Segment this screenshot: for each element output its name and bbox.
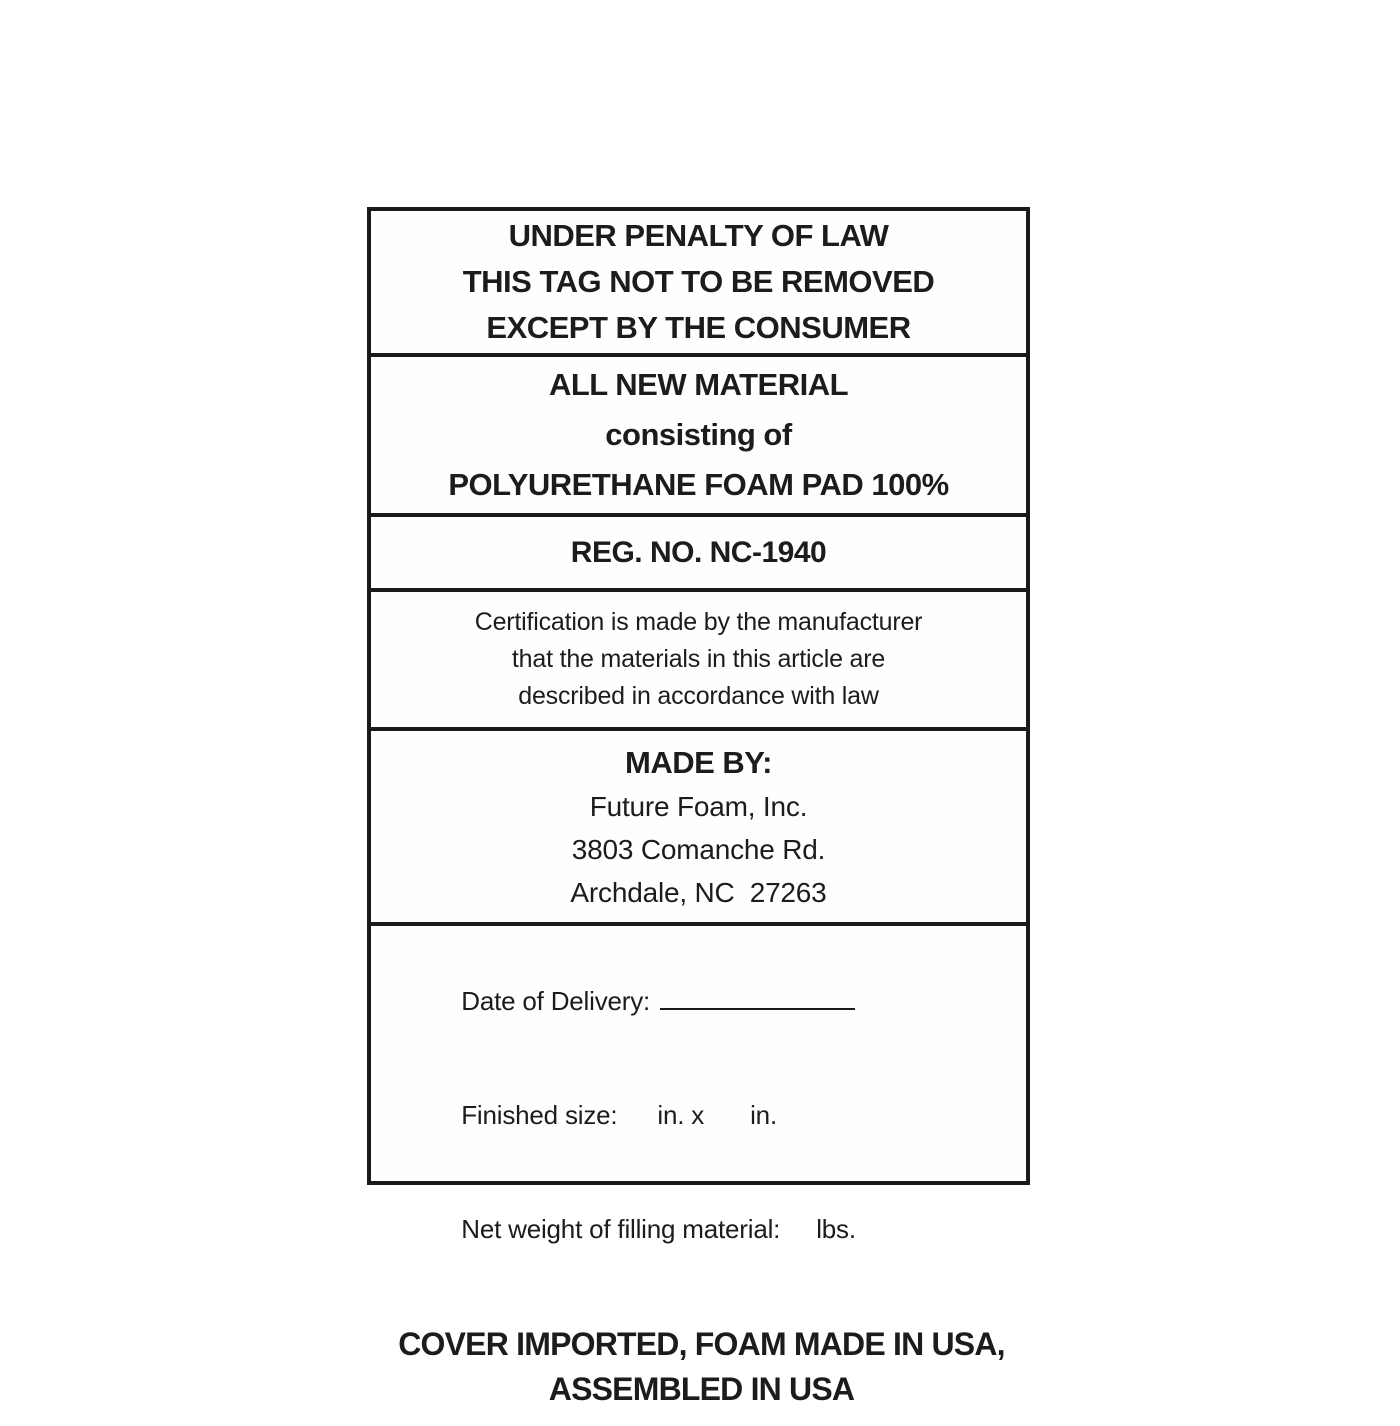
finished-size-unit-1: in. x	[657, 1100, 705, 1130]
penalty-line-3: EXCEPT BY THE CONSUMER	[486, 310, 911, 345]
delivery-date-blank	[660, 1008, 855, 1010]
city-state-zip: Archdale, NC 27263	[570, 877, 827, 908]
net-weight-label: Net weight of filling material:	[461, 1214, 781, 1244]
registration-number: REG. NO. NC-1940	[570, 535, 827, 569]
finished-size-unit-2: in.	[750, 1100, 777, 1130]
origin-line-2: ASSEMBLED IN USA	[548, 1371, 855, 1407]
certification-line-1: Certification is made by the manufacturer	[474, 608, 923, 636]
certification-section	[371, 592, 1026, 731]
certification-line-3: described in accordance with law	[518, 682, 879, 710]
details-section	[371, 926, 1026, 1426]
material-line-2: consisting of	[605, 417, 792, 452]
registration-section	[371, 517, 1026, 592]
finished-size-label: Finished size:	[461, 1100, 618, 1130]
material-section	[371, 357, 1026, 517]
net-weight-row	[391, 1172, 1012, 1286]
company-name: Future Foam, Inc.	[589, 791, 808, 822]
law-tag	[367, 207, 1030, 1407]
origin-line-1: COVER IMPORTED, FOAM MADE IN USA,	[398, 1326, 1005, 1362]
delivery-date-row	[391, 944, 1012, 1058]
net-weight-unit: lbs.	[816, 1214, 856, 1244]
material-line-3: POLYURETHANE FOAM PAD 100%	[448, 467, 949, 502]
street-address: 3803 Comanche Rd.	[571, 834, 826, 865]
penalty-line-1: UNDER PENALTY OF LAW	[508, 218, 889, 253]
made-by-section	[371, 731, 1026, 926]
delivery-date-label: Date of Delivery:	[461, 986, 651, 1016]
penalty-line-2: THIS TAG NOT TO BE REMOVED	[462, 264, 935, 299]
certification-line-2: that the materials in this article are	[511, 645, 886, 673]
penalty-section	[371, 211, 1026, 357]
finished-size-row	[391, 1058, 1012, 1172]
origin-statement	[391, 1322, 1012, 1412]
details-block	[391, 944, 1012, 1286]
material-line-1: ALL NEW MATERIAL	[548, 367, 849, 402]
made-by-heading: MADE BY:	[625, 745, 772, 780]
